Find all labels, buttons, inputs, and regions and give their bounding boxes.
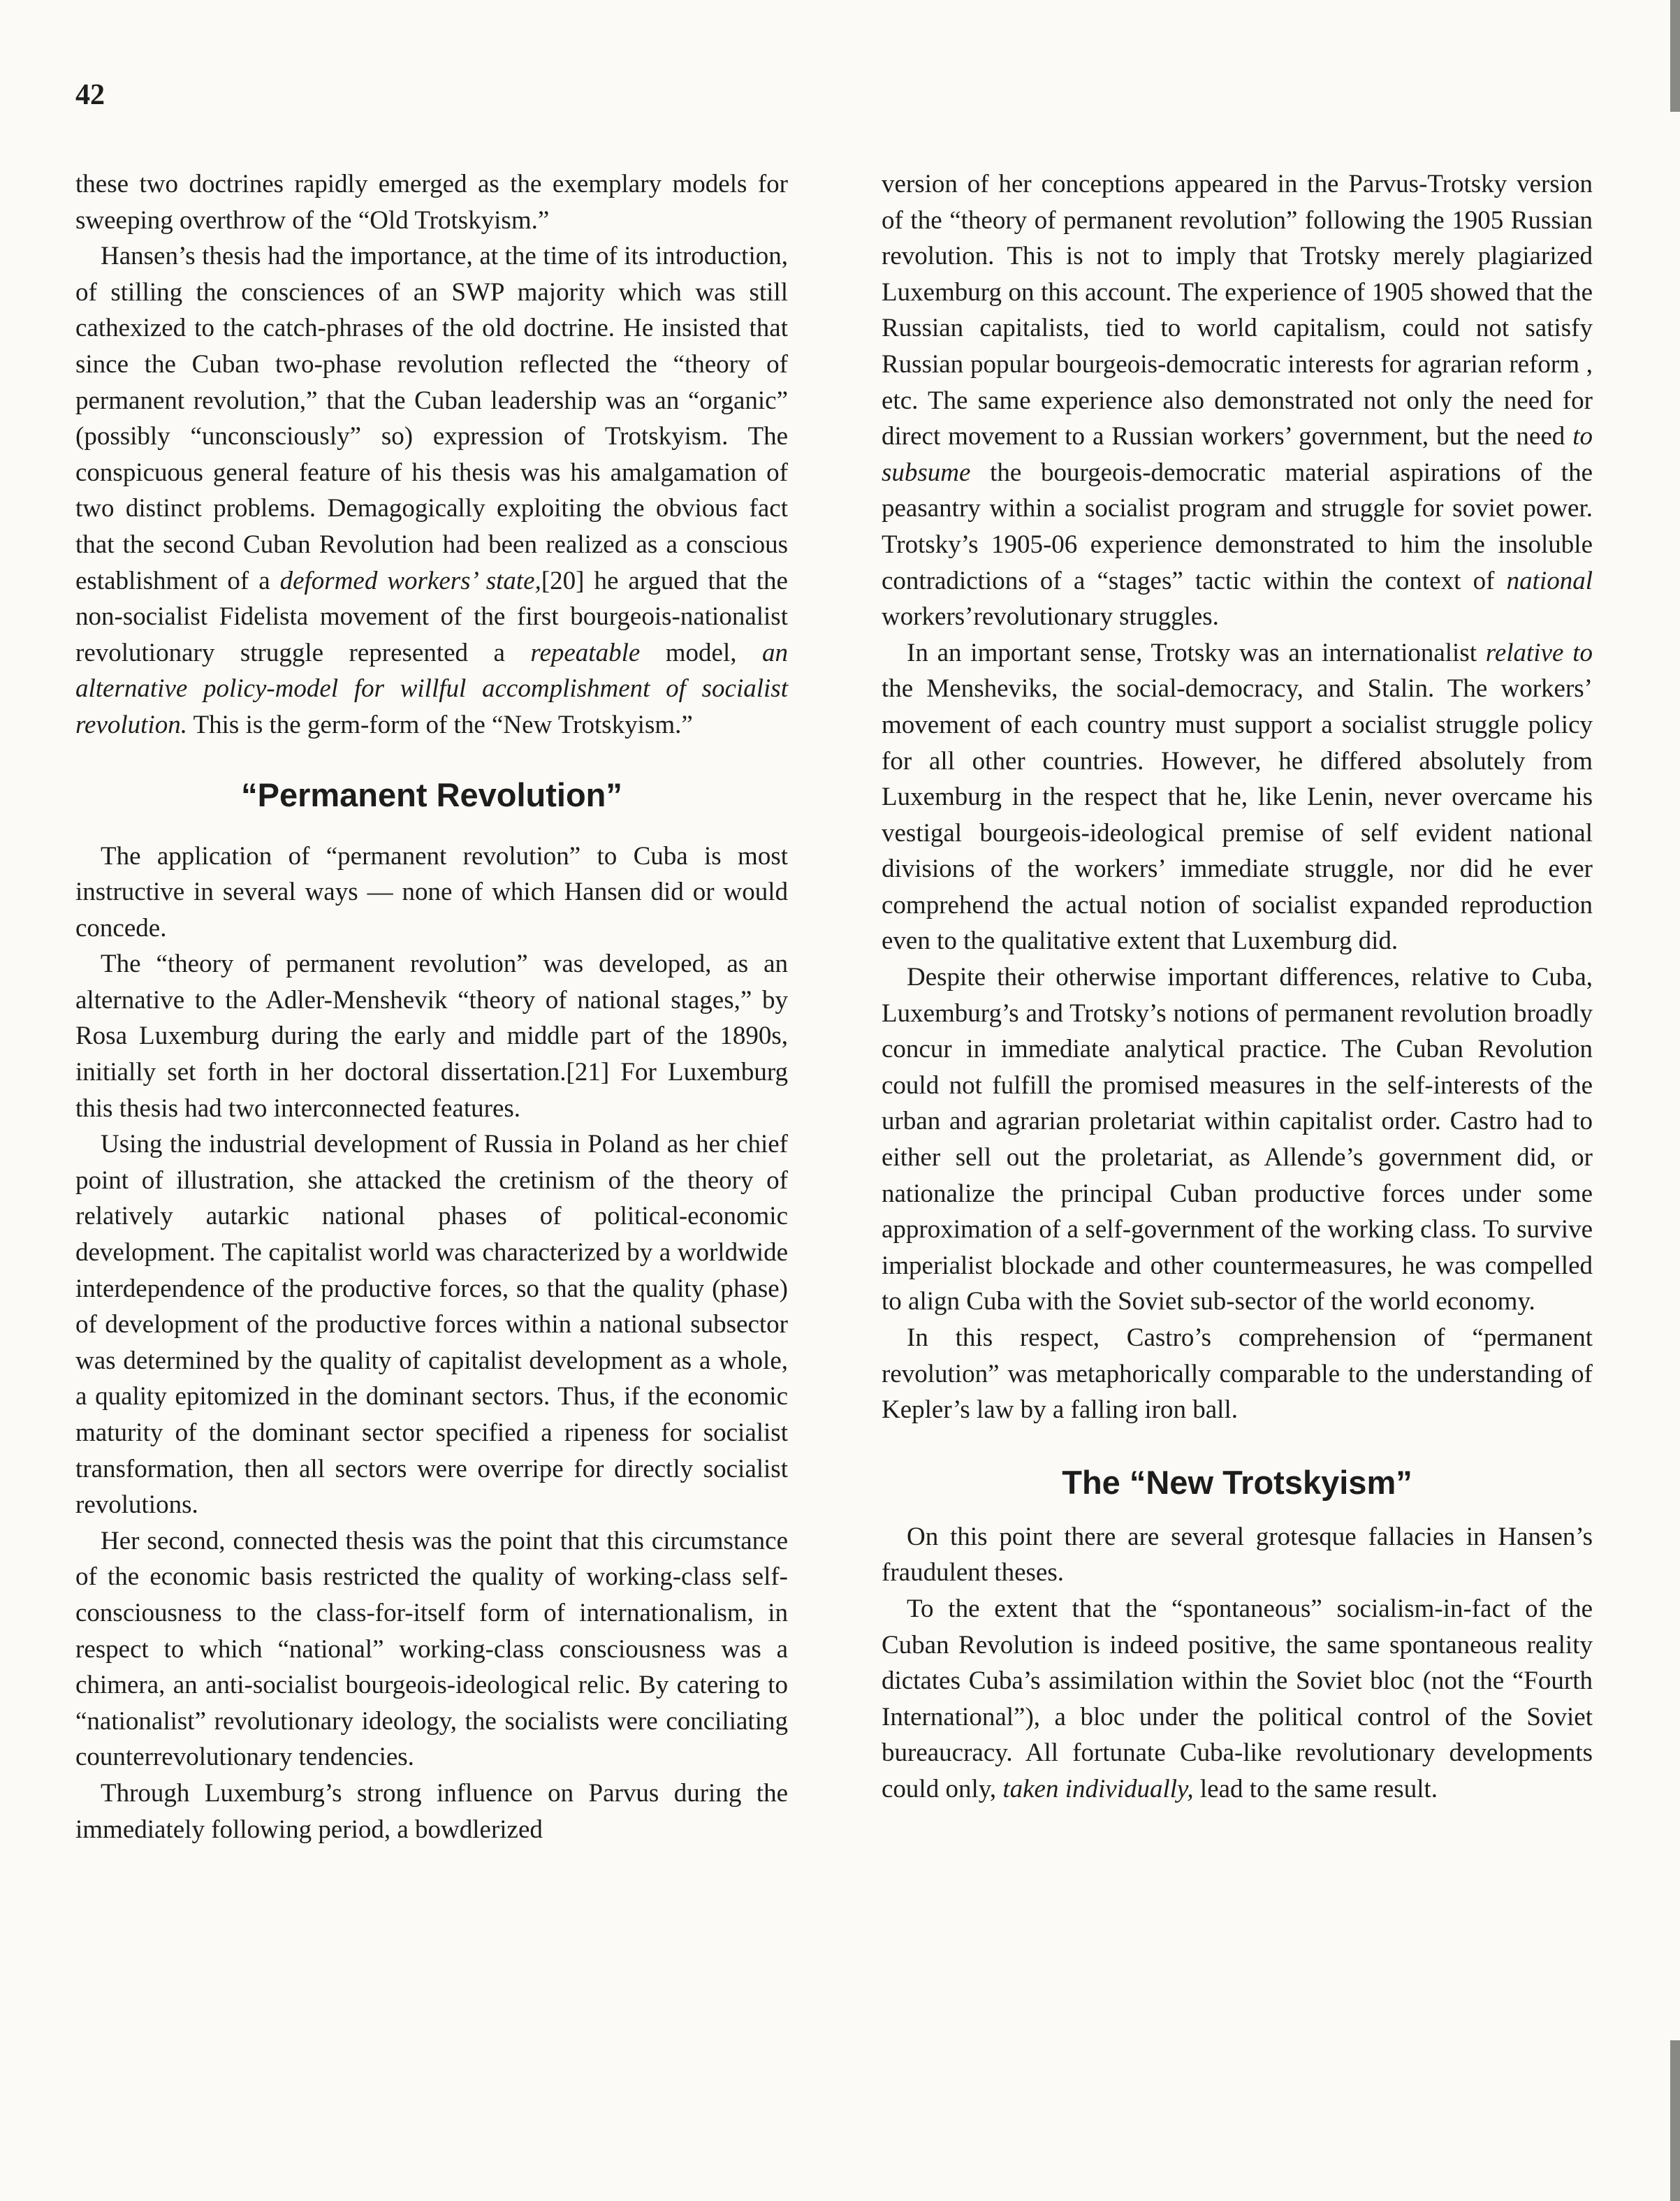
text-run: In an important sense, Trotsky was an internationalist	[907, 638, 1486, 667]
text-run: This is the germ-form of the “New Trotskyism.”	[187, 710, 693, 739]
italic-text: taken individually,	[1002, 1774, 1194, 1803]
body-paragraph	[75, 946, 788, 1126]
page-number: 42	[75, 79, 105, 111]
body-paragraph	[882, 959, 1593, 1320]
text-run: Through Luxemburg’s strong influence on Parvus during the immediately following period, a bowdlerized	[75, 1778, 788, 1844]
italic-text: an alternative policy-model for willful accomplishment of socialist revolution.	[75, 638, 788, 739]
body-paragraph	[882, 1591, 1593, 1808]
body-paragraph	[882, 635, 1593, 959]
italic-text: relative to	[1485, 638, 1593, 667]
scan-edge-mark	[1670, 2040, 1680, 2201]
body-paragraph	[75, 238, 788, 743]
text-run: workers’revolutionary struggles.	[882, 602, 1219, 632]
section-heading: “Permanent Revolution”	[241, 776, 622, 813]
text-run: To the extent that the “spontaneous” socialism-in-fact of the Cuban Revolution is indeed positive, the same spontaneous reality dictates Cuba’s assimilation within the Soviet bloc (not the “Fourth International”), a bloc under the political control of the Soviet bureaucracy. All fortunate Cuba-like revolutionary developments could only,	[882, 1594, 1593, 1803]
text-run: [20] he argued that the non-socialist Fidelista movement of the first bourgeois-nationalist revolutionary struggle represented a	[75, 566, 788, 667]
text-run: model,	[640, 638, 762, 667]
body-paragraph	[882, 1519, 1593, 1591]
text-run: The application of “permanent revolution” to Cuba is most instructive in several ways — none of which Hansen did or would concede.	[75, 841, 788, 943]
italic-text: to subsume	[882, 422, 1593, 487]
italic-text: deformed workers’ state,	[279, 566, 541, 595]
text-run: lead to the same result.	[1193, 1774, 1438, 1803]
text-run: the bourgeois-democratic material aspirations of the peasantry within a socialist program and struggle for soviet power. Trotsky’s 1905-06 experience demonstrated to him the insoluble contradictions of a “stages” tactic within the context of	[882, 458, 1593, 595]
text-run: The “theory of permanent revolution” was developed, as an alternative to the Adler-Menshevik “theory of national stages,” by Rosa Luxemburg during the early and middle part of the 1890s, initially set forth in her doctoral dissertation.[21] For Luxemburg this thesis had two interconnected features.	[75, 950, 788, 1123]
body-paragraph	[75, 838, 788, 947]
text-run: the Mensheviks, the social-democracy, and Stalin. The workers’ movement of each country must support a socialist struggle policy for all other countries. However, he differed absolutely from Luxemburg in the respect that he, like Lenin, never overcame his vestigal bourgeois-ideological premise of self evident national divisions of the workers’ immediate struggle, nor did he ever comprehend the actual notion of socialist expanded reproduction even to the qualitative extent that Luxemburg did.	[882, 674, 1593, 956]
left-column	[75, 166, 788, 1847]
italic-text: repeatable	[530, 638, 641, 667]
text-run: Hansen’s thesis had the importance, at the time of its introduction, of stilling the consciences of an SWP majority which was still cathexized to the catch-phrases of the old doctrine. He insisted that since the Cuban two-phase revolution reflected the “theory of permanent revolution,” that the Cuban leadership was an “organic” (possibly “unconsciously” so) expression of Trotskyism. The conspicuous general feature of his thesis was his amalgamation of two distinct problems. Demagogically exploiting the obvious fact that the second Cuban Revolution had been realized as a conscious establishment of a	[75, 242, 788, 595]
text-run: In this respect, Castro’s comprehension of “permanent revolution” was metaphorically comparable to the understanding of Kepler’s law by a falling iron ball.	[882, 1323, 1593, 1425]
text-run: version of her conceptions appeared in the Parvus-Trotsky version of the “theory of permanent revolution” following the 1905 Russian revolution. This is not to imply that Trotsky merely plagiarized Luxemburg on this account. The experience of 1905 showed that the Russian capitalists, tied to world capitalism, could not satisfy Russian popular bourgeois-democratic interests for agrarian reform , etc. The same experience also demonstrated not only the need for direct movement to a Russian workers’ government, but the need	[882, 170, 1593, 451]
body-paragraph	[882, 1320, 1593, 1428]
body-paragraph	[75, 1126, 788, 1523]
right-column	[882, 166, 1593, 1808]
body-paragraph	[75, 166, 788, 238]
italic-text: national	[1506, 566, 1593, 595]
scan-edge-mark	[1670, 0, 1680, 112]
text-run: these two doctrines rapidly emerged as the exemplary models for sweeping overthrow of the “Old Trotskyism.”	[75, 170, 788, 235]
body-paragraph	[75, 1775, 788, 1847]
body-paragraph	[75, 1523, 788, 1775]
text-run: Her second, connected thesis was the point that this circumstance of the economic basis restricted the quality of working-class self-consciousness to the class-for-itself form of internationalism, in respect to which “national” working-class consciousness was a chimera, an anti-socialist bourgeois-ideological relic. By catering to “nationalist” revolutionary ideology, the socialists were conciliating counterrevolutionary tendencies.	[75, 1526, 788, 1772]
section-heading: The “New Trotskyism”	[1062, 1463, 1412, 1501]
text-run: Despite their otherwise important differences, relative to Cuba, Luxemburg’s and Trotsky’s notions of permanent revolution broadly concur in immediate analytical practice. The Cuban Revolution could not fulfill the promised measures in the self-interests of the urban and agrarian proletariat within capitalist order. Castro had to either sell out the proletariat, as Allende’s government did, or nationalize the principal Cuban productive forces under some approximation of a self-government of the working class. To survive imperialist blockade and other countermeasures, he was compelled to align Cuba with the Soviet sub-sector of the world economy.	[882, 963, 1593, 1316]
body-paragraph	[882, 166, 1593, 635]
text-run: On this point there are several grotesque fallacies in Hansen’s fraudulent theses.	[882, 1522, 1593, 1588]
text-run: Using the industrial development of Russia in Poland as her chief point of illustration, she attacked the cretinism of the theory of relatively autarkic national phases of political-economic development. The capitalist world was characterized by a worldwide interdependence of the productive forces, so that the quality (phase) of development of the productive forces within a national subsector was determined by the quality of capitalist development as a whole, a quality epitomized in the dominant sectors. Thus, if the economic maturity of the dominant sector specified a ripeness for socialist transformation, then all sectors were overripe for directly socialist revolutions.	[75, 1130, 788, 1520]
